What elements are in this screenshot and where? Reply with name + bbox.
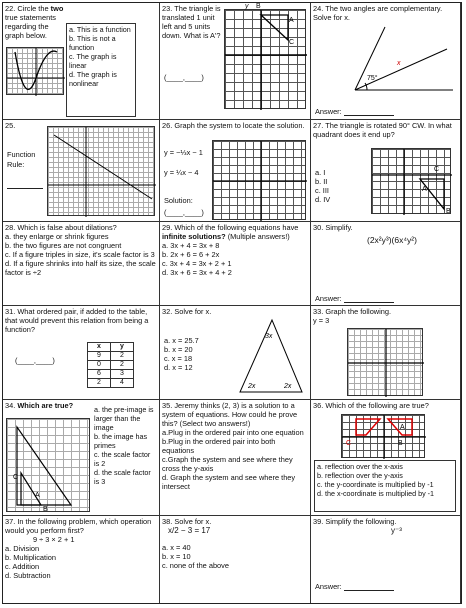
- q25-graph: [47, 126, 155, 216]
- q22-option-b[interactable]: b. This is not a function: [69, 34, 116, 52]
- question-23: [160, 3, 311, 120]
- q32-angle-top: 3x: [265, 333, 273, 340]
- question-39: [311, 516, 461, 603]
- q39-expression: y⁻³: [391, 526, 402, 535]
- q27-options: [315, 168, 330, 204]
- q32-triangle: [236, 316, 306, 396]
- q34-label-a: A: [35, 492, 40, 499]
- table-cell: 4: [111, 379, 134, 388]
- q34-option-c[interactable]: c. the scale factor is 2: [94, 450, 151, 468]
- q27-label-c: C: [434, 166, 440, 173]
- q22-option-a[interactable]: a. This is a function: [69, 25, 131, 34]
- q36-option-a[interactable]: a. reflection over the x-axis: [317, 462, 403, 471]
- question-27: [311, 120, 461, 222]
- q22-graph: [6, 47, 64, 95]
- q24-answer: [315, 107, 394, 116]
- question-35: [160, 400, 311, 516]
- q29-option-c[interactable]: c. 3x + 4 = 3x + 2 + 1: [162, 259, 232, 268]
- q23-grid: [224, 3, 306, 109]
- q22-option-d[interactable]: d. The graph is nonlinear: [69, 70, 117, 88]
- q24-angle-diagram: [315, 25, 455, 95]
- q36-option-c[interactable]: c. the y-coordinate is multiplied by -1: [317, 480, 434, 489]
- q28-option-a[interactable]: a. they enlarge or shrink figures: [5, 232, 109, 241]
- q36-option-d[interactable]: d. the x-coordinate is multiplied by -1: [317, 489, 435, 498]
- q24-angle-label: 75°: [367, 75, 378, 82]
- q32-options: [164, 336, 199, 372]
- q37-option-c[interactable]: c. Addition: [5, 562, 40, 571]
- table-cell: 0: [88, 361, 111, 370]
- q39-answer: [315, 582, 394, 591]
- q38-option-b[interactable]: b. x = 10: [162, 552, 191, 561]
- q27-option-a[interactable]: a. I: [315, 168, 326, 177]
- question-25: [3, 120, 160, 222]
- q37-option-b[interactable]: b. Multiplication: [5, 553, 56, 562]
- q32-option-b[interactable]: b. x = 20: [164, 345, 193, 354]
- table-cell: 2: [111, 352, 134, 361]
- q36-grid: [341, 414, 425, 458]
- q38-equation: x/2 − 3 = 17: [168, 526, 211, 535]
- q36-label-a: A: [400, 424, 405, 431]
- question-22: [3, 3, 160, 120]
- q34-option-a[interactable]: a. the pre-image is larger than the image: [94, 405, 154, 432]
- q30-answer-label: Answer:: [315, 294, 342, 303]
- q38-text: 38. Solve for x.: [162, 517, 212, 526]
- q27-text: 27. The triangle is rotated 90° CW. In what quadrant does it end up?: [313, 121, 452, 139]
- q25-rule-line[interactable]: [7, 180, 43, 189]
- q29-option-a[interactable]: a. 3x + 4 = 3x + 8: [162, 241, 220, 250]
- q22-text: true statements regarding the graph below.: [5, 13, 56, 40]
- q26-answer-blank[interactable]: (____,____): [164, 208, 204, 217]
- q35-option-a[interactable]: a.Plug in the ordered pair into one equation: [162, 428, 304, 437]
- q34-label-c: C: [13, 474, 19, 481]
- q29-option-b[interactable]: b. 2x + 6 = 6 + 2x: [162, 250, 220, 259]
- q37-option-a[interactable]: a. Division: [5, 544, 40, 553]
- q22-number: 22.: [5, 4, 16, 13]
- q22-options: [66, 23, 136, 117]
- q32-angle-right: 2x: [284, 383, 292, 390]
- table-cell: 9: [88, 352, 111, 361]
- q32-angle-left: 2x: [248, 383, 256, 390]
- q38-option-a[interactable]: a. x = 40: [162, 543, 191, 552]
- q30-text: 30. Simplify.: [313, 223, 353, 232]
- q29-pre: 29. Which of the following equations have: [162, 223, 299, 232]
- question-30: [311, 222, 461, 306]
- q37-text: 37. In the following problem, which operation would you perform first?: [5, 517, 152, 535]
- q23-label-a: A: [289, 17, 294, 24]
- q34-option-b[interactable]: b. the image has primes: [94, 432, 148, 450]
- q31-header-y: y: [111, 343, 134, 352]
- question-38: [160, 516, 311, 603]
- table-cell: 6: [88, 370, 111, 379]
- q33-text: 33. Graph the following.: [313, 307, 392, 316]
- q29-post: (Multiple answers!): [225, 232, 290, 241]
- question-32: [160, 306, 311, 400]
- q39-answer-label: Answer:: [315, 582, 342, 591]
- q35-option-d[interactable]: d. Graph the system and see where they intersect: [162, 473, 296, 491]
- q26-equation-1: y = −⅓x − 1: [164, 148, 203, 157]
- q23-answer-blank[interactable]: (____,____): [164, 73, 204, 82]
- question-36: [311, 400, 461, 516]
- q35-text: 35. Jeremy thinks (2, 3) is a solution to a system of equations. How could he prove this? (Select two answers!): [162, 401, 298, 428]
- q28-option-b[interactable]: b. the two figures are not congruent: [5, 241, 122, 250]
- q24-var: x: [397, 60, 401, 67]
- q36-options: [314, 460, 456, 512]
- question-24: [311, 3, 461, 120]
- q38-option-c[interactable]: c. none of the above: [162, 561, 229, 570]
- q30-answer-line[interactable]: [344, 294, 394, 303]
- q23-axis-y: y: [245, 3, 249, 10]
- q25-rule-label: Rule:: [7, 160, 25, 169]
- question-28: [3, 222, 160, 306]
- question-34: [3, 400, 160, 516]
- q34-label-b: B: [43, 506, 48, 513]
- q31-text: 31. What ordered pair, if added to the table, that would prevent this relation from being a function?: [5, 307, 149, 334]
- q30-answer: [315, 294, 394, 303]
- q34-pre: 34.: [5, 401, 18, 410]
- q34-bold: Which are true?: [17, 401, 74, 410]
- q28-option-d[interactable]: d. If a figure shrinks into half its size, the scale factor is ÷2: [5, 259, 156, 277]
- table-cell: 3: [111, 370, 134, 379]
- q37-expression: 9 ÷ 3 × 2 + 1: [33, 535, 75, 544]
- q33-graph: [347, 328, 423, 396]
- q26-equation-2: y = ¼x − 4: [164, 168, 199, 177]
- q39-answer-line[interactable]: [344, 582, 394, 591]
- question-37: [3, 516, 160, 603]
- q36-label-c: C: [346, 440, 352, 447]
- table-cell: 2: [111, 361, 134, 370]
- q27-label-b: B: [446, 208, 451, 215]
- q23-text: 23. The triangle is translated 1 unit left and 5 units down. What is A'?: [162, 4, 221, 40]
- q27-option-d[interactable]: d. IV: [315, 195, 331, 204]
- q27-label-a: A: [422, 186, 427, 193]
- q27-option-c[interactable]: c. III: [315, 186, 329, 195]
- q32-option-d[interactable]: d. x = 12: [164, 363, 193, 372]
- q34-option-d[interactable]: d. the scale factor is 3: [94, 468, 151, 486]
- q23-label-c: C: [289, 39, 295, 46]
- q37-option-d[interactable]: d. Subtraction: [5, 571, 51, 580]
- worksheet: [2, 2, 462, 604]
- q29-option-d[interactable]: d. 3x + 6 = 3x + 4 + 2: [162, 268, 232, 277]
- q34-grid: [6, 418, 90, 512]
- q31-answer-blank[interactable]: (____,____): [15, 356, 55, 365]
- q25-function-label: Function: [7, 150, 36, 159]
- q32-option-a[interactable]: a. x = 25.7: [164, 336, 199, 345]
- q22-option-c[interactable]: c. The graph is linear: [69, 52, 117, 70]
- question-33: [311, 306, 461, 400]
- q26-text: 26. Graph the system to locate the solution.: [162, 121, 305, 130]
- q25-number: 25.: [5, 121, 16, 130]
- q32-option-c[interactable]: c. x = 18: [164, 354, 193, 363]
- q33-equation: y = 3: [313, 316, 330, 325]
- q31-table: [87, 342, 134, 388]
- q31-header-x: x: [88, 343, 111, 352]
- q36-label-b: B: [398, 440, 403, 447]
- q35-option-b[interactable]: b.Plug in the ordered pair into both equations: [162, 437, 276, 455]
- table-cell: 2: [88, 379, 111, 388]
- q22-bold: two: [50, 4, 64, 13]
- q27-grid: [371, 148, 451, 214]
- q28-text: 28. Which is false about dilations?: [5, 223, 117, 232]
- question-26: [160, 120, 311, 222]
- q23-label-b: B: [256, 3, 261, 10]
- question-29: [160, 222, 311, 306]
- q36-text: 36. Which of the following are true?: [313, 401, 429, 410]
- q27-option-b[interactable]: b. II: [315, 177, 328, 186]
- q35-option-c[interactable]: c.Graph the system and see where they cross the y-axis: [162, 455, 293, 473]
- q24-answer-line[interactable]: [344, 107, 394, 116]
- question-31: [3, 306, 160, 400]
- q24-text: 24. The two angles are complementary. Solve for x.: [313, 4, 443, 22]
- q22-pre: Circle the: [17, 4, 51, 13]
- q26-grid: [212, 140, 306, 220]
- q36-option-b[interactable]: b. reflection over the y-axis: [317, 471, 403, 480]
- q30-expression: (2x²y³)(6x⁴y²): [367, 235, 417, 245]
- q28-option-c[interactable]: c. If a figure triples in size, it's scale factor is 3: [5, 250, 155, 259]
- q39-text: 39. Simplify the following.: [313, 517, 397, 526]
- q34-options: [92, 404, 156, 498]
- q26-solution-label: Solution:: [164, 196, 193, 205]
- q32-text: 32. Solve for x.: [162, 307, 212, 316]
- q24-answer-label: Answer:: [315, 107, 342, 116]
- q29-bold: infinite solutions?: [162, 232, 226, 241]
